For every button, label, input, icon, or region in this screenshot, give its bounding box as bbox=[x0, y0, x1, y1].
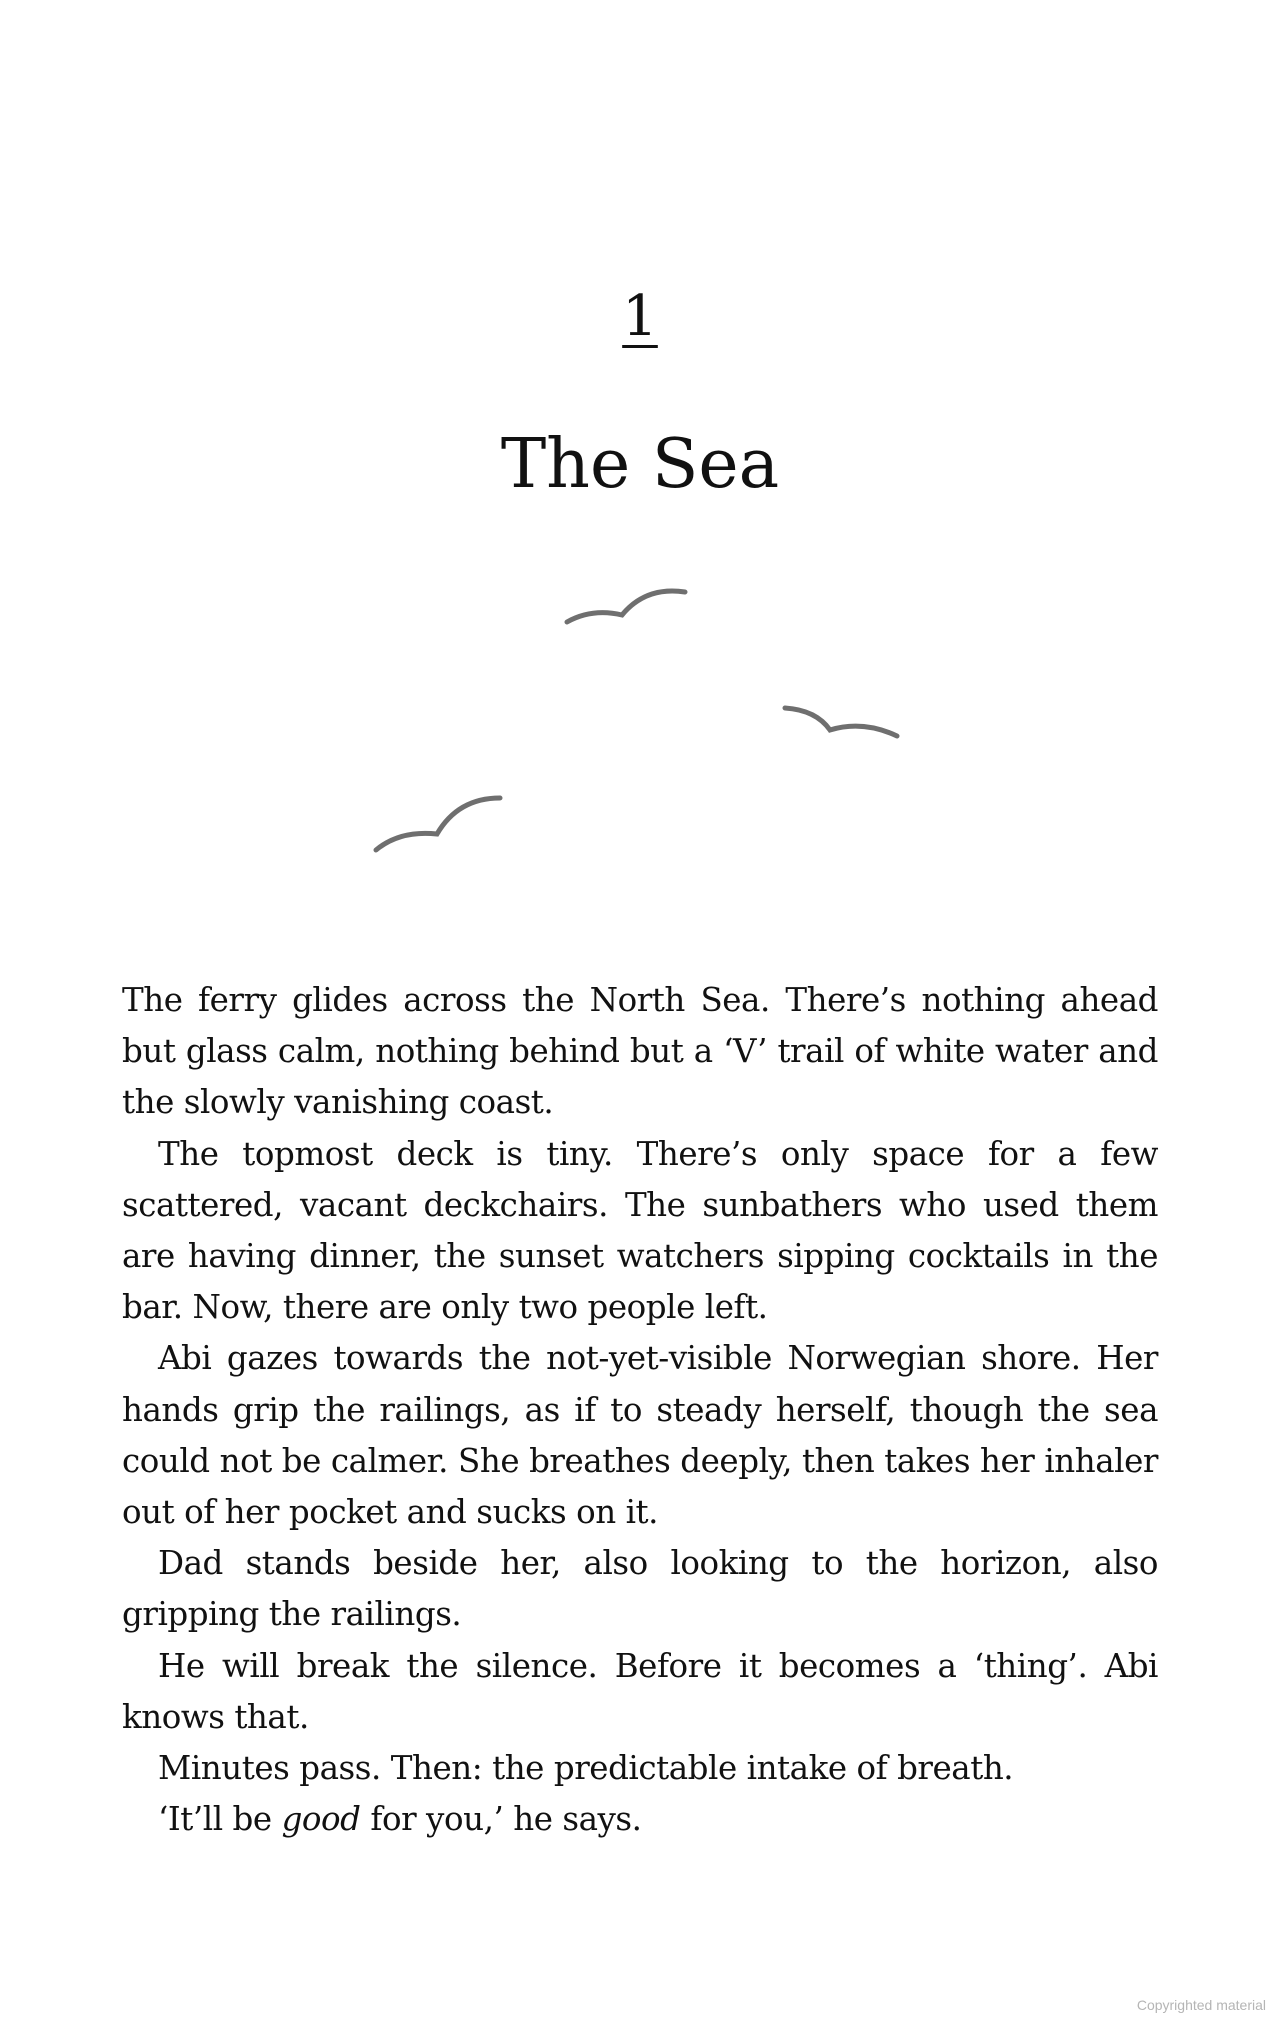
emphasis-text: good bbox=[281, 1800, 361, 1839]
paragraph: Abi gazes towards the not-yet-visible Norwegian shore. Her hands grip the railings, as if to steady herself, though the sea could not be calmer. She breathes deeply, then takes her inhaler out of her pocket and sucks on it. bbox=[122, 1339, 1158, 1532]
paragraph: The ferry glides across the North Sea. There’s nothing ahead but glass calm, nothing behind but a ‘V’ trail of white water and the slowly vanishing coast. bbox=[122, 981, 1158, 1122]
copyright-watermark: Copyrighted material bbox=[1136, 1997, 1266, 2013]
chapter-number: 1 bbox=[622, 284, 658, 349]
chapter-title: The Sea bbox=[500, 425, 780, 504]
paragraph-dialogue bbox=[122, 1794, 1158, 1845]
dialogue-end: for you,’ he says. bbox=[360, 1800, 642, 1839]
seagulls-illustration bbox=[360, 570, 920, 870]
paragraph: Dad stands beside her, also looking to the horizon, also gripping the railings. bbox=[122, 1544, 1158, 1634]
seagull-icon bbox=[785, 708, 897, 736]
paragraph: He will break the silence. Before it becomes a ‘thing’. Abi knows that. bbox=[122, 1646, 1158, 1736]
seagull-icon bbox=[567, 591, 685, 622]
dialogue-start: ‘It’ll be bbox=[158, 1800, 282, 1839]
paragraph: The topmost deck is tiny. There’s only space for a few scattered, vacant deckchairs. The sunbathers who used them are having dinner, the sunset watchers sipping cocktails in the bar. Now, there are only two people left. bbox=[122, 1134, 1158, 1327]
paragraph: Minutes pass. Then: the predictable intake of breath. bbox=[158, 1749, 1014, 1788]
body-text bbox=[122, 975, 1158, 1845]
seagull-icon bbox=[376, 798, 500, 850]
